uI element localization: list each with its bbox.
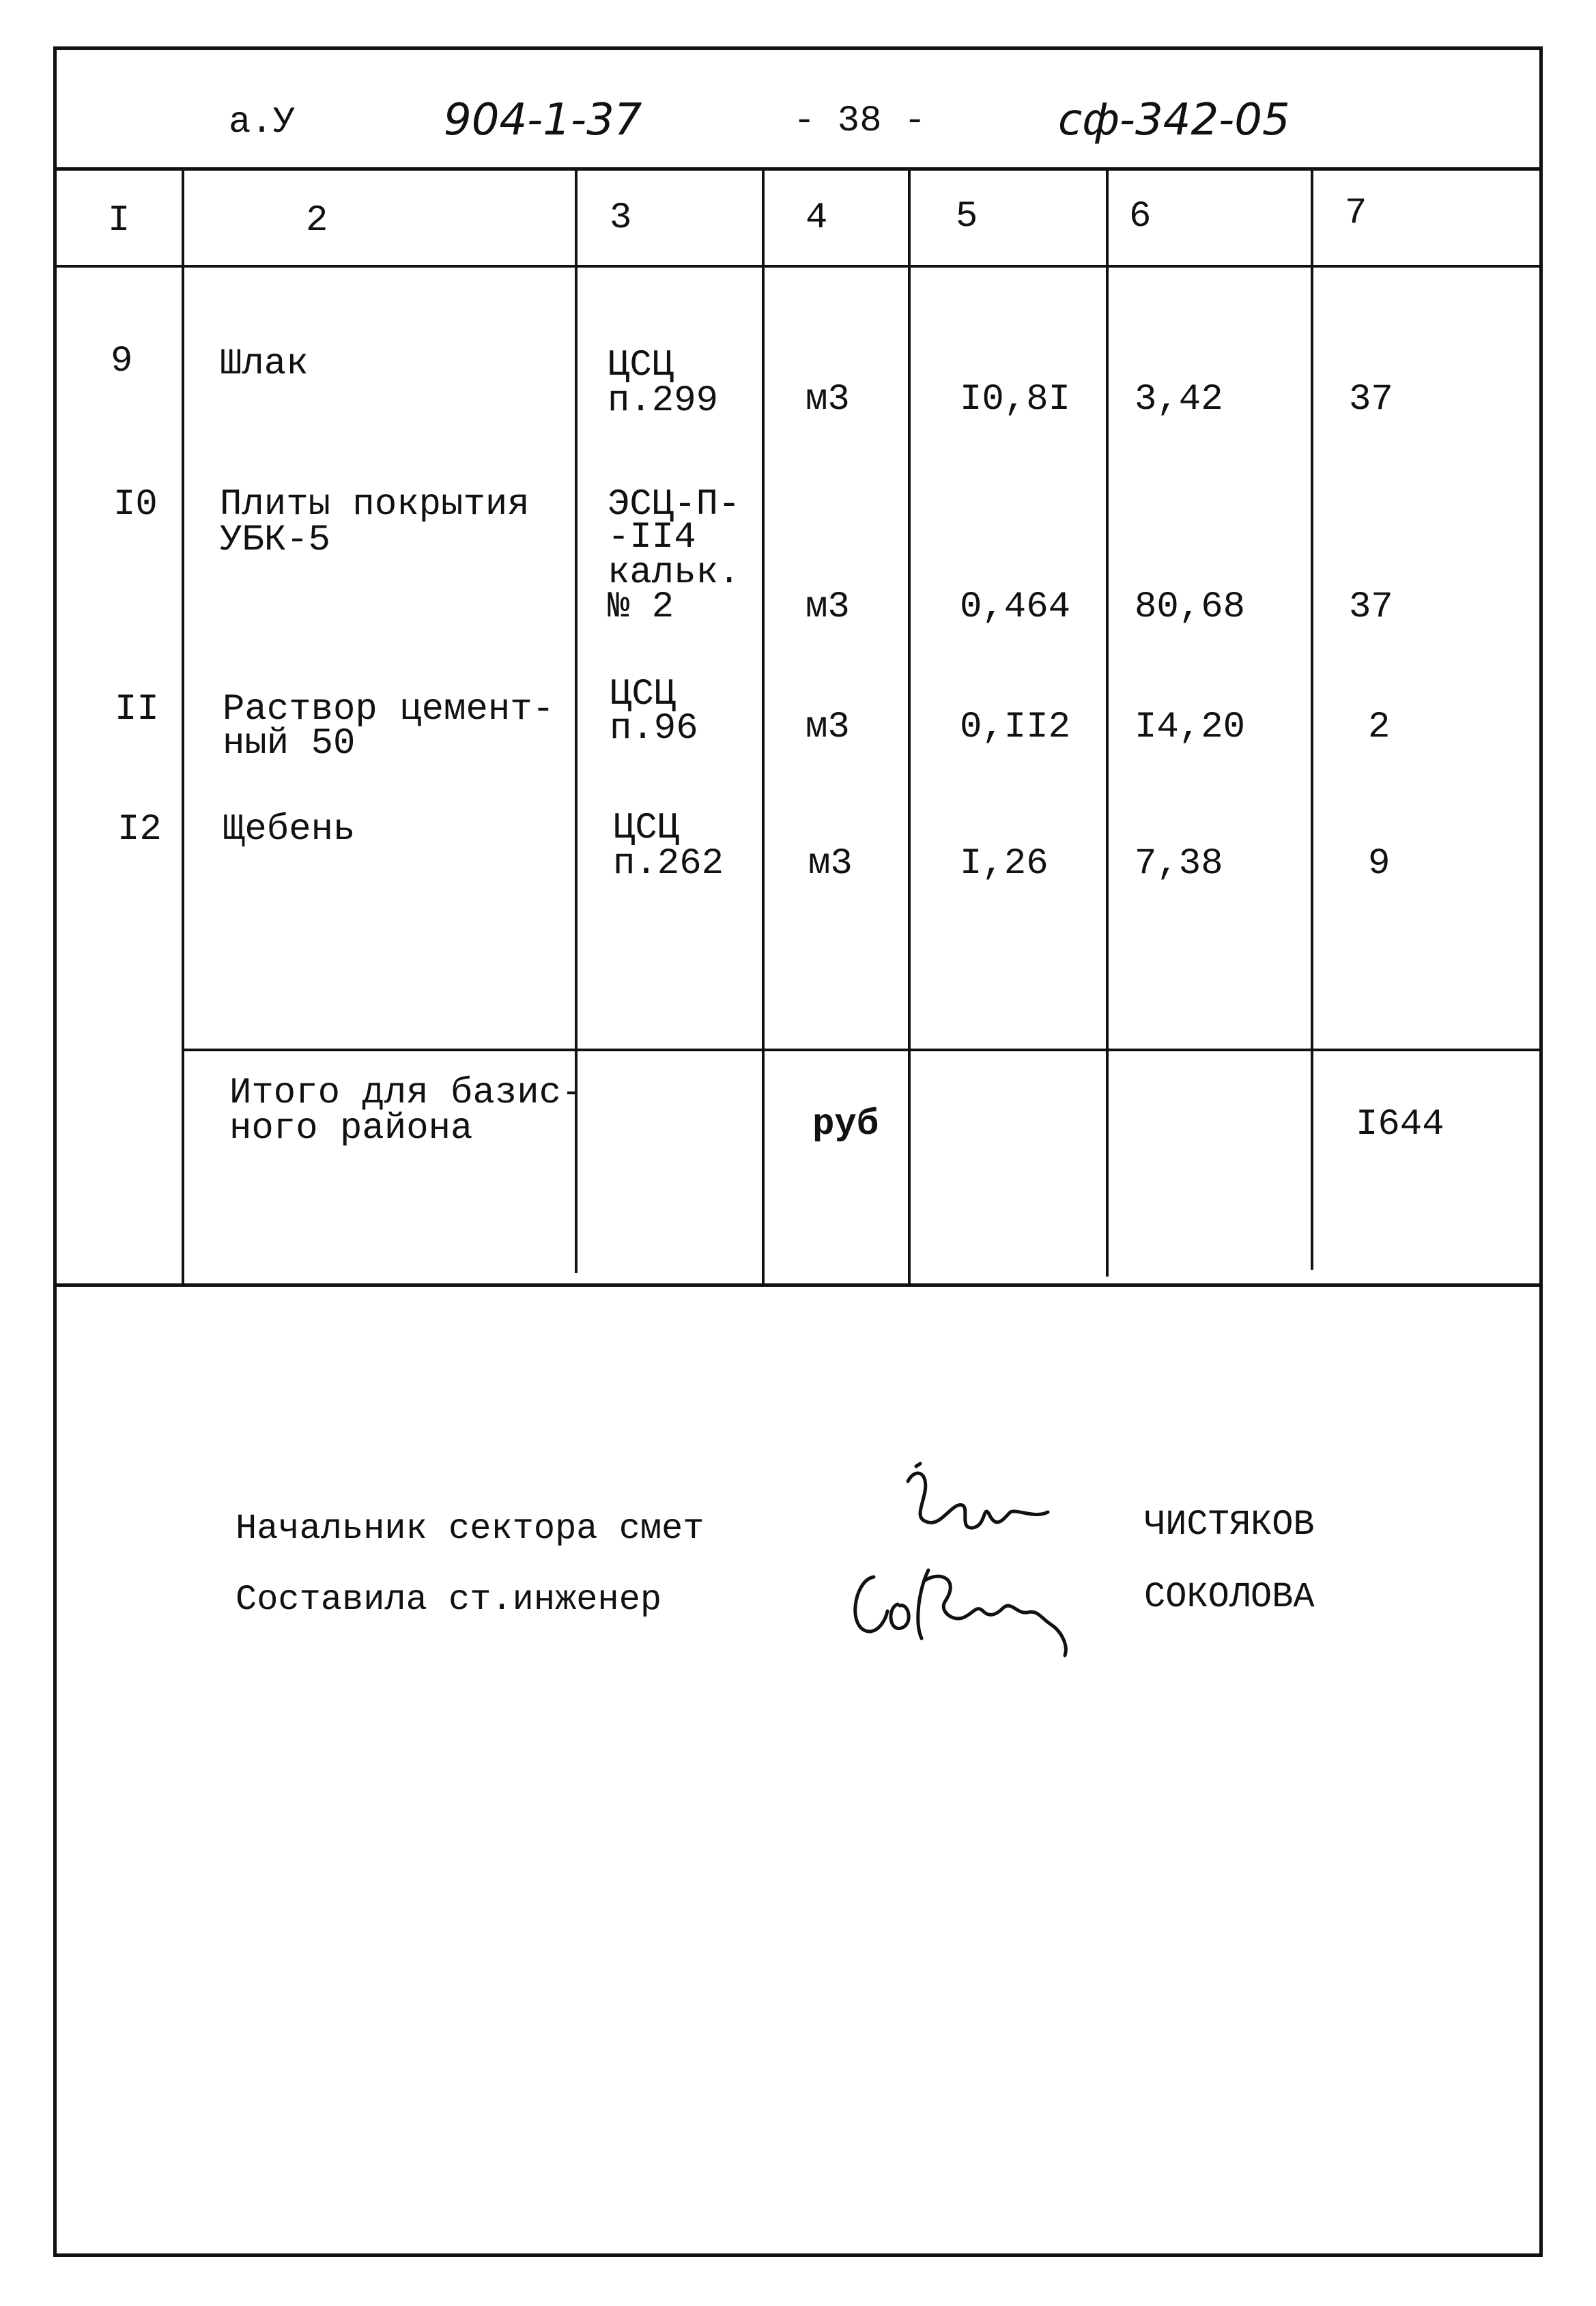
total-unit: руб (812, 1104, 879, 1145)
grand-total: I644 (1356, 1104, 1444, 1145)
quantity: I0,8I (960, 379, 1071, 421)
project-code: 904-1-37 (444, 95, 642, 145)
quantity: 0,II2 (960, 707, 1071, 748)
header-rule (53, 167, 1543, 171)
table-bottom-rule (53, 1283, 1543, 1287)
page-number: - 38 - (793, 100, 926, 142)
col-header-1: I (108, 200, 130, 242)
price-reference: кальк. (608, 552, 741, 594)
col-header-2: 2 (306, 200, 328, 242)
unit: м3 (806, 379, 850, 421)
quantity: I,26 (960, 843, 1049, 885)
signatory-name: СОКОЛОВА (1144, 1577, 1315, 1617)
material-name: Щебень (223, 809, 356, 851)
col-header-6: 6 (1129, 196, 1152, 238)
quantity: 0,464 (960, 586, 1071, 628)
price-reference: п.262 (613, 843, 724, 885)
signatory-name: ЧИСТЯКОВ (1144, 1505, 1315, 1545)
row-total: 2 (1368, 707, 1391, 748)
document-code: сф-342-05 (1058, 95, 1290, 145)
row-total: 37 (1349, 586, 1393, 628)
price-reference: ЦСЦ (608, 345, 674, 386)
unit-price: 7,38 (1135, 843, 1223, 885)
material-name: Плиты покрытия (220, 484, 530, 526)
col-header-3: 3 (610, 197, 632, 239)
material-name: УБК-5 (220, 519, 331, 561)
price-reference: п.299 (608, 380, 719, 422)
sheet-prefix: а.У (229, 102, 296, 143)
unit-price: 80,68 (1135, 586, 1246, 628)
signature-role: Составила ст.инженер (236, 1580, 662, 1620)
handwritten-signature-2 (833, 1550, 1120, 1666)
row-number: I0 (113, 484, 158, 526)
row-total: 37 (1349, 379, 1393, 421)
col-divider-3 (762, 171, 765, 1285)
unit: м3 (806, 586, 850, 628)
row-number: I2 (117, 809, 162, 851)
col-header-7: 7 (1345, 193, 1367, 234)
col-divider-6 (1311, 171, 1313, 1270)
price-reference: № 2 (608, 586, 674, 628)
unit-price: 3,42 (1135, 379, 1223, 421)
row-total: 9 (1368, 843, 1391, 885)
material-name: ный 50 (223, 723, 356, 765)
row-number: II (115, 689, 159, 730)
price-reference: ЦСЦ (610, 674, 676, 715)
col-divider-4 (908, 171, 911, 1285)
row-number: 9 (111, 341, 133, 382)
price-reference: п.96 (610, 708, 698, 750)
total-label: Итого для базис- (229, 1072, 584, 1114)
unit-price: I4,20 (1135, 707, 1246, 748)
col-header-5: 5 (956, 196, 978, 238)
total-label: ного района (229, 1108, 473, 1150)
price-reference: ЦСЦ (613, 808, 680, 849)
price-reference: ЭСЦ-П- (608, 484, 741, 526)
total-row-rule (184, 1049, 1543, 1051)
price-reference: -II4 (608, 517, 696, 558)
column-header-rule (53, 265, 1543, 268)
signature-role: Начальник сектора смет (236, 1509, 704, 1549)
col-header-4: 4 (806, 197, 828, 239)
unit: м3 (808, 843, 853, 885)
unit: м3 (806, 707, 850, 748)
material-name: Шлак (220, 343, 309, 385)
handwritten-signature-1 (887, 1454, 1065, 1550)
col-divider-5 (1106, 171, 1109, 1277)
col-divider-1 (182, 171, 184, 1285)
material-name: Раствор цемент- (223, 689, 555, 730)
